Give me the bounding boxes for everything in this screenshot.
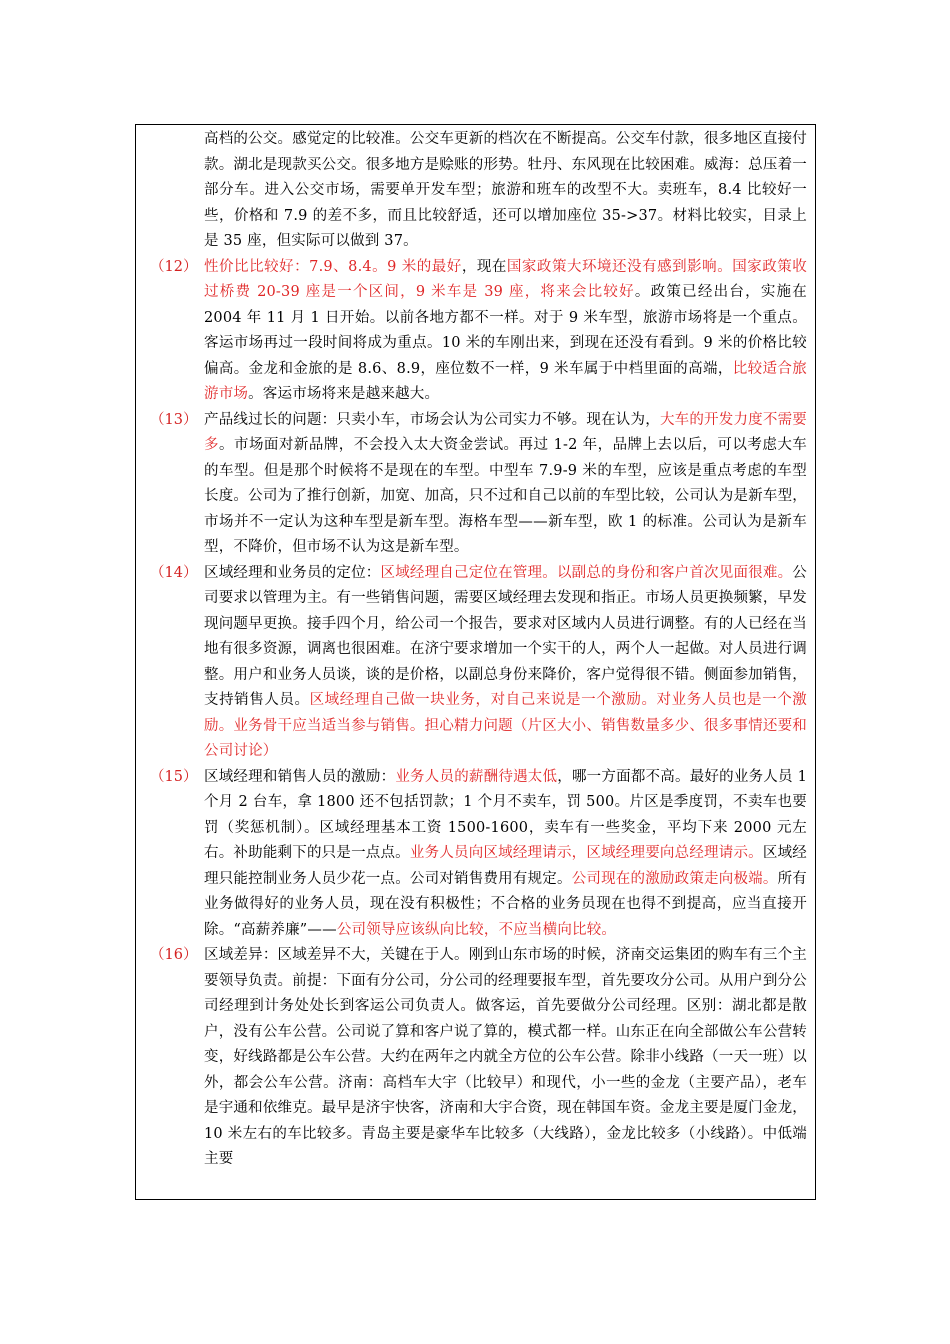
highlighted-text: 公司领导应该纵向比较，不应当横向比较。 (336, 921, 617, 938)
item-paragraph (204, 561, 807, 765)
body-text: 。客运市场将来是越来越大。 (248, 386, 440, 402)
body-text: 。市场面对新品牌，不会投入太大资金尝试。再过 1-2 年，品牌上去以后，可以考虑大车的车型。但是那个时候将不是现在的车型。中型车 7.9-9 米的车型，应该是重点考虑的车型长度。公司为了推行创新，加宽、加高，只不过和自己以前的车型比较，公司认为是新车型，市场并不一定认为这种车型是新车型。海格车型——新车型，欧 1 的标准。公司认为是新车型，不降价，但市场不认为这是新车型。 (204, 437, 807, 555)
item-paragraph (204, 943, 807, 1173)
item-number: （16） (150, 947, 198, 963)
body-text: 。政策已经出台，实施在 2004 年 11 月 1 日开始。以前各地方都不一样。对于 9 米车型，旅游市场将是一个重点。客运市场再过一段时间将成为重点。10 米的车刚出来，到现在还没有看到。9 米的价格比较偏高。金龙和金旅的是 8.6、8.9，座位数不一样，9 米车属于中档里面的高端， (204, 284, 807, 377)
item-number: （15） (150, 768, 198, 785)
item-number: （14） (150, 564, 198, 581)
highlighted-text: 大车的开发力度不需要多 (204, 411, 808, 453)
body-text: 高档的公交。感觉定的比较准。公交车更新的档次在不断提高。公交车付款，很多地区直接付款。湖北是现款买公交。很多地方是赊账的形势。牡丹、东风现在比较困难。威海：总压着一部分车。进入公交市场，需要单开发车型；旅游和班车的改型不大。卖班车，8.4 比较好一些，价格和 7.9 的差不多，而且比较舒适，还可以增加座位 35->37。材料比较实，目录上是 35 座，但实际可以做到 37。 (204, 131, 807, 249)
item-number: （12） (150, 258, 198, 275)
highlighted-text: 业务人员的薪酬待遇太低 (395, 768, 558, 785)
list-item (136, 561, 815, 765)
highlighted-text: 比较适合旅游市场 (204, 360, 808, 402)
list-item (136, 255, 815, 408)
body-text: ，现在 (461, 258, 507, 275)
highlighted-text: 区域经理自己做一块业务，对自己来说是一个激励。对业务人员也是一个激励。业务骨干应当适当参与销售。担心精力问题（片区大小、销售数量多少、很多事情还要和公司讨论） (204, 692, 807, 759)
body-text: 区域差异：区域差异不大，关键在于人。刚到山东市场的时候，济南交运集团的购车有三个主要领导负责。前提：下面有分公司，分公司的经理要报车型，首先要攻分公司。从用户到分公司经理到计务处处长到客运公司负责人。做客运，首先要做分公司经理。区别：湖北都是散户，没有公车公营。公司说了算和客户说了算的，模式都一样。山东正在向全部做公车公营转变，好线路都是公车公营。大约在两年之内就全方位的公车公营。除非小线路（一天一班）以外，都会公车公营。济南：高档车大宇（比较早）和现代，小一些的金龙（主要产品），老车是宇通和依维克。最早是济宇快客，济南和大宇合资，现在韩国车资。金龙主要是厦门金龙，10 米左右的车比较多。青岛主要是豪华车比较多（大线路），金龙比较多（小线路）。中低端主要 (204, 947, 807, 1167)
highlighted-text: 业务人员向区域经理请示，区域经理要向总经理请示。 (409, 845, 763, 861)
list-item (136, 408, 815, 561)
highlighted-text: 公司现在的激励政策走向极端。 (571, 870, 778, 887)
item-list (136, 255, 815, 1173)
body-text: 区域经理和业务员的定位： (204, 564, 381, 581)
list-item (136, 943, 815, 1173)
body-text: ，哪一方面都不高。最好的业务人员 1 个月 2 台车，拿 1800 还不包括罚款；1 个月不卖车，罚 500。片区是季度罚，不卖车也要罚（奖惩机制）。区域经理基本工资 1500-1600，卖车有一些奖金，平均下来 2000 元左右。补助能剩下的只是一点点。 (204, 768, 807, 861)
list-item (136, 765, 815, 944)
body-text: 区域经理和销售人员的激励： (204, 768, 396, 785)
highlighted-text: 国家政策大环境还没有感到影响。国家政策收过桥费 20-39 座是一个区间，9 米车是 39 座，将来会比较好 (204, 258, 808, 300)
intro-block (136, 125, 815, 255)
highlighted-text: 区域经理自己定位在管理。以副总的身份和客户首次见面很难。 (380, 564, 793, 581)
body-text: 所有业务做得好的业务人员，现在没有积极性；不合格的业务员现在也得不到提高，应当直接开除。“高薪养廉”—— (204, 870, 808, 938)
highlighted-text: 性价比比较好：7.9、8.4。9 米的最好 (204, 258, 462, 275)
document-table-frame (135, 124, 816, 1200)
body-text: 产品线过长的问题：只卖小车，市场会认为公司实力不够。现在认为， (204, 411, 660, 428)
body-text: 公司要求以管理为主。有一些销售问题，需要区域经理去发现和指正。市场人员更换频繁，早发现问题早更换。接手四个月，给公司一个报告，要求对区域内人员进行调整。有的人已经在当地有很多资源，调离也很困难。在济宁要求增加一个实干的人，两个人一起做。对人员进行调整。用户和业务人员谈，谈的是价格，以副总身份来降价，客户觉得很不错。侧面参加销售，支持销售人员。 (204, 564, 807, 708)
intro-paragraph (204, 127, 807, 255)
item-paragraph (204, 408, 807, 561)
item-paragraph (204, 765, 807, 944)
item-number: （13） (150, 411, 198, 428)
item-paragraph (204, 255, 807, 408)
body-text: 区域经理只能控制业务人员少花一点。公司对销售费用有规定。 (204, 845, 807, 887)
